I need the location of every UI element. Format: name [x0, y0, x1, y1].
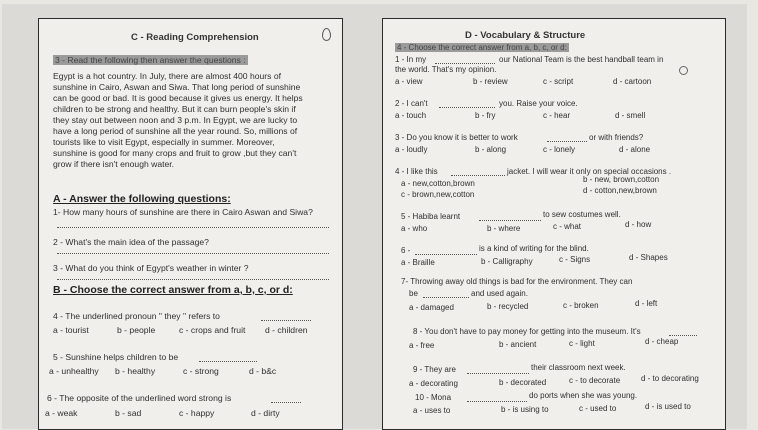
blank	[199, 361, 257, 362]
blank	[415, 254, 477, 255]
question-3: 3 - What do you think of Egypt's weather in winter ?	[53, 263, 249, 273]
mcq-4-option-c: c - crops and fruit	[179, 325, 246, 335]
q8-stem: 8 - You don't have to pay money for getting into the museum. It's	[413, 327, 641, 336]
q4-stem-start: 4 - I like this	[395, 167, 438, 176]
q5-option-d: d - how	[625, 220, 652, 229]
q4-option-b: b - new, brown,cotton	[583, 175, 660, 184]
blank	[467, 373, 529, 374]
q9-option-b: b - decorated	[499, 378, 547, 387]
q4-option-a: a - new,cotton,brown	[401, 179, 475, 188]
section-header-d: D - Vocabulary & Structure	[465, 30, 586, 41]
q1-option-d: d - cartoon	[613, 77, 652, 86]
q2-option-a: a - touch	[395, 111, 427, 120]
q1-stem-line2: the world. That's my opinion.	[395, 65, 497, 74]
q7-option-b: b - recycled	[487, 302, 529, 311]
q3-option-d: d - alone	[619, 145, 651, 154]
blank	[439, 107, 495, 108]
blank	[467, 401, 527, 402]
q7-stem-end: and used again.	[471, 289, 528, 298]
mcq-4-stem: 4 - The underlined pronoun " they " refers to	[53, 311, 220, 321]
instruction-4: 4 - Choose the correct answer from a, b, c, or d:	[397, 43, 567, 52]
q9-option-c: c - to decorate	[569, 376, 621, 385]
q7-option-a: a - damaged	[409, 303, 454, 312]
droplet-mark-icon	[322, 28, 331, 41]
q6-option-b: b - Calligraphy	[481, 257, 533, 266]
mcq-6-option-d: d - dirty	[251, 408, 280, 418]
q4-option-d: d - cotton,new,brown	[583, 186, 657, 195]
mcq-4-option-b: b - people	[117, 325, 156, 335]
q6-stem-start: 6 -	[401, 246, 411, 255]
q3-stem-start: 3 - Do you know it is better to work	[395, 133, 518, 142]
q5-option-b: b - where	[487, 224, 521, 233]
blank	[271, 402, 301, 403]
q6-option-a: a - Braille	[401, 258, 435, 267]
mcq-4-option-d: d - children	[265, 325, 308, 335]
q7-option-c: c - broken	[563, 301, 599, 310]
blank	[547, 141, 587, 142]
q4-stem-end: jacket. I will wear it only on special occasions .	[507, 167, 672, 176]
q3-stem-end: or with friends?	[589, 133, 644, 142]
mcq-5-option-a: a - unhealthy	[49, 366, 99, 376]
q10-stem-end: do ports when she was young.	[529, 391, 638, 400]
q8-option-b: b - ancient	[499, 340, 537, 349]
reading-comprehension-column	[38, 18, 343, 430]
answer-line	[57, 227, 329, 228]
passage-line: sunshine is good for many crops and fruit to grow ,but they can't	[53, 148, 297, 158]
vocabulary-structure-column	[382, 18, 726, 430]
q5-option-a: a - who	[401, 224, 428, 233]
q8-option-a: a - free	[409, 341, 435, 350]
q3-option-b: b - along	[475, 145, 507, 154]
mcq-6-stem: 6 - The opposite of the underlined word strong is	[47, 393, 232, 403]
passage-line: grow if there isn't enough water.	[53, 159, 175, 169]
passage-line: children to be strong and healthy. But it can burn people's skin if	[53, 104, 296, 114]
mcq-5-option-c: c - strong	[183, 366, 219, 376]
q9-stem-start: 9 - They are	[413, 365, 456, 374]
q8-option-c: c - light	[569, 339, 595, 348]
mcq-5-option-d: d - b&c	[249, 366, 277, 376]
blank	[261, 320, 311, 321]
mcq-5-stem: 5 - Sunshine helps children to be	[53, 352, 179, 362]
passage-line: tourists like to visit Egypt, especially in summer. Moreover,	[53, 137, 275, 147]
q3-option-a: a - loudly	[395, 145, 428, 154]
q1-option-a: a - view	[395, 77, 423, 86]
circle-mark-icon	[679, 66, 688, 75]
q5-stem-start: 5 - Habiba learnt	[401, 212, 461, 221]
mcq-5-option-b: b - healthy	[115, 366, 156, 376]
q1-stem-start: 1 - In my	[395, 55, 427, 64]
q9-option-d: d - to decorating	[641, 374, 699, 383]
q10-option-a: a - uses to	[413, 406, 451, 415]
q5-option-c: c - what	[553, 222, 582, 231]
q10-stem-start: 10 - Mona	[415, 393, 452, 402]
blank	[669, 335, 697, 336]
q2-stem-start: 2 - I can't	[395, 99, 428, 108]
q10-option-b: b - is using to	[501, 405, 549, 414]
question-2: 2 - What's the main idea of the passage?	[53, 237, 209, 247]
passage-line: Egypt is a hot country. In July, there are almost 400 hours of	[53, 71, 282, 81]
mcq-4-option-a: a - tourist	[53, 325, 89, 335]
blank	[451, 175, 505, 176]
q9-stem-end: their classroom next week.	[531, 363, 626, 372]
q3-option-c: c - lonely	[543, 145, 576, 154]
mcq-6-option-b: b - sad	[115, 408, 142, 418]
answer-line	[57, 279, 329, 280]
mcq-6-option-a: a - weak	[45, 408, 78, 418]
q9-option-a: a - decorating	[409, 379, 458, 388]
q2-option-d: d - smell	[615, 111, 646, 120]
q6-option-c: c - Signs	[559, 255, 591, 264]
q2-option-c: c - hear	[543, 111, 571, 120]
passage-line: can be good or bad. It is good because it gives us energy. It helps	[53, 93, 303, 103]
q6-option-d: d - Shapes	[629, 253, 668, 262]
q8-option-d: d - cheap	[645, 337, 679, 346]
q2-stem-end: you. Raise your voice.	[499, 99, 578, 108]
q6-stem-end: is a kind of writing for the blind.	[479, 244, 589, 253]
q7-stem-start: be	[409, 289, 418, 298]
q2-option-b: b - fry	[475, 111, 496, 120]
section-a-heading: A - Answer the following questions:	[53, 193, 231, 205]
blank	[423, 297, 469, 298]
q7-option-d: d - left	[635, 299, 658, 308]
q4-option-c: c - brown,new,cotton	[401, 190, 475, 199]
q10-option-c: c - used to	[579, 404, 617, 413]
passage-line: have a long period of sunshine all the year round. So, millions of	[53, 126, 298, 136]
mcq-6-option-c: c - happy	[179, 408, 215, 418]
blank	[435, 63, 495, 64]
q7-stem-line1: 7- Throwing away old things is bad for the environment. They can	[401, 277, 633, 286]
section-header-c: C - Reading Comprehension	[131, 32, 259, 43]
passage-line: they stay out between noon and 3 p.m. In Egypt, we are lucky to	[53, 115, 298, 125]
passage-line: sunshine in Cairo, Aswan and Siwa. That long period of sunshine	[53, 82, 301, 92]
instruction-3: 3 - Read the following then answer the questions :	[55, 55, 246, 65]
question-1: 1- How many hours of sunshine are there in Cairo Aswan and Siwa?	[53, 207, 313, 217]
blank	[479, 220, 541, 221]
section-b-heading: B - Choose the correct answer from a, b, c, or d:	[53, 284, 293, 296]
q5-stem-end: to sew costumes well.	[543, 210, 621, 219]
q10-option-d: d - is used to	[645, 402, 691, 411]
answer-line	[57, 253, 329, 254]
q1-stem-end: our National Team is the best handball team in	[499, 55, 664, 64]
q1-option-c: c - script	[543, 77, 574, 86]
q1-option-b: b - review	[473, 77, 508, 86]
